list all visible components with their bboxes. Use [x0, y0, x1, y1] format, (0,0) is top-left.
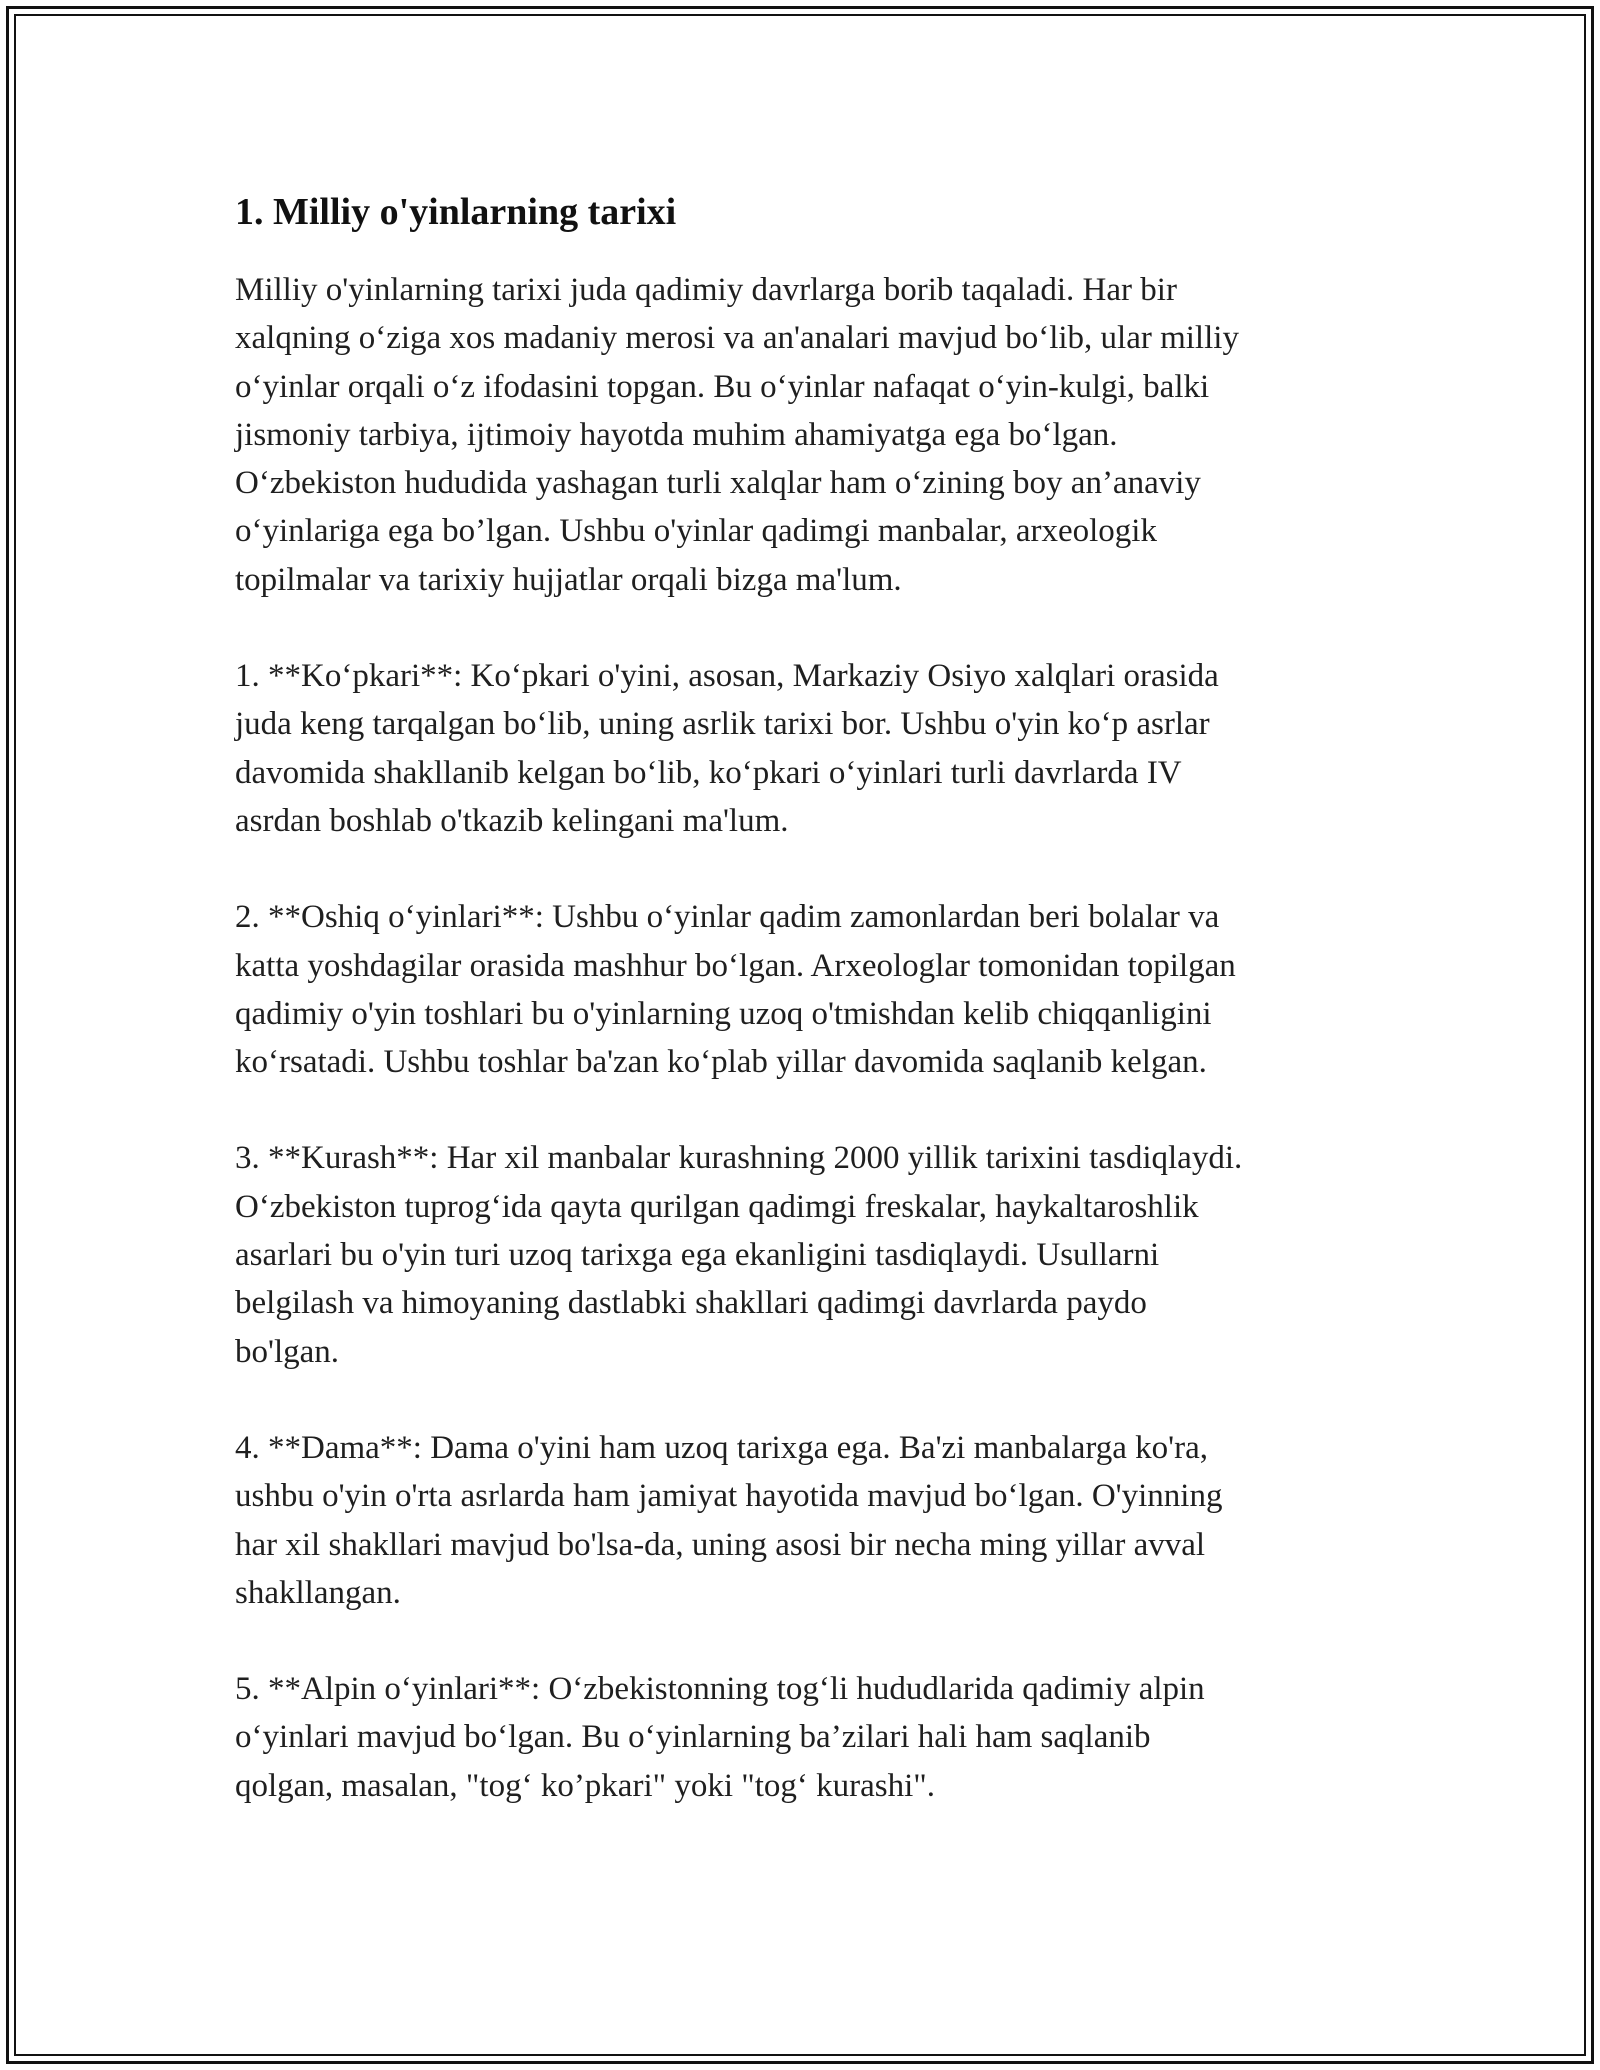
document-body: [235, 186, 1375, 1858]
intro-paragraph: Milliy o'yinlarning tarixi juda qadimiy davrlarga borib taqaladi. Har bir xalqning o‘ziga xos madaniy merosi va an'analari mavjud bo‘lib, ular milliy o‘yinlar orqali o‘z ifodasini topgan. Bu o‘yinlar nafaqat o‘yin-kulgi, balki jismoniy tarbiya, ijtimoiy hayotda muhim ahamiyatga ega bo‘lgan. O‘zbekiston hududida yashagan turli xalqlar ham o‘zining boy an’anaviy o‘yinlariga ega bo’lgan. Ushbu o'yinlar qadimgi manbalar, arxeologik topilmalar va tarixiy hujjatlar orqali bizga ma'lum.: [235, 272, 1239, 598]
list-item-alpin: 5. **Alpin o‘yinlari**: O‘zbekistonning tog‘li hududlarida qadimiy alpin o‘yinlari mavjud bo‘lgan. Bu o‘yinlarning ba’zilari hali ham saqlanib qolgan, masalan, "tog‘ ko’pkari" yoki "tog‘ kurashi".: [235, 1671, 1205, 1804]
list-item-kopkari: 1. **Ko‘pkari**: Ko‘pkari o'yini, asosan, Markaziy Osiyo xalqlari orasida juda keng tarqalgan bo‘lib, uning asrlik tarixi bor. Ushbu o'yin ko‘p asrlar davomida shakllanib kelgan bo‘lib, ko‘pkari o‘yinlari turli davrlarda IV asrdan boshlab o'tkazib kelingani ma'lum.: [235, 658, 1219, 839]
list-item-oshiq: 2. **Oshiq o‘yinlari**: Ushbu o‘yinlar qadim zamonlardan beri bolalar va katta yoshdagilar orasida mashhur bo‘lgan. Arxeologlar tomonidan topilgan qadimiy o'yin toshlari bu o'yinlarning uzoq o'tmishdan kelib chiqqanligini ko‘rsatadi. Ushbu toshlar ba'zan ko‘plab yillar davomida saqlanib kelgan.: [235, 899, 1236, 1081]
section-heading: 1. Milliy o'yinlarning tarixi: [235, 191, 677, 233]
list-item-kurash: 3. **Kurash**: Har xil manbalar kurashning 2000 yillik tarixini tasdiqlaydi. O‘zbekiston tuprog‘ida qayta qurilgan qadimgi freskalar, haykaltaroshlik asarlari bu o'yin turi uzoq tarixga ega ekanligini tasdiqlaydi. Usullarni belgilash va himoyaning dastlabki shakllari qadimgi davrlarda paydo bo'lgan.: [235, 1140, 1243, 1370]
list-item-dama: 4. **Dama**: Dama o'yini ham uzoq tarixga ega. Ba'zi manbalarga ko'ra, ushbu o'yin o'rta asrlarda ham jamiyat hayotida mavjud bo‘lgan. O'yinning har xil shakllari mavjud bo'lsa-da, uning asosi bir necha ming yillar avval shakllangan.: [235, 1429, 1223, 1611]
